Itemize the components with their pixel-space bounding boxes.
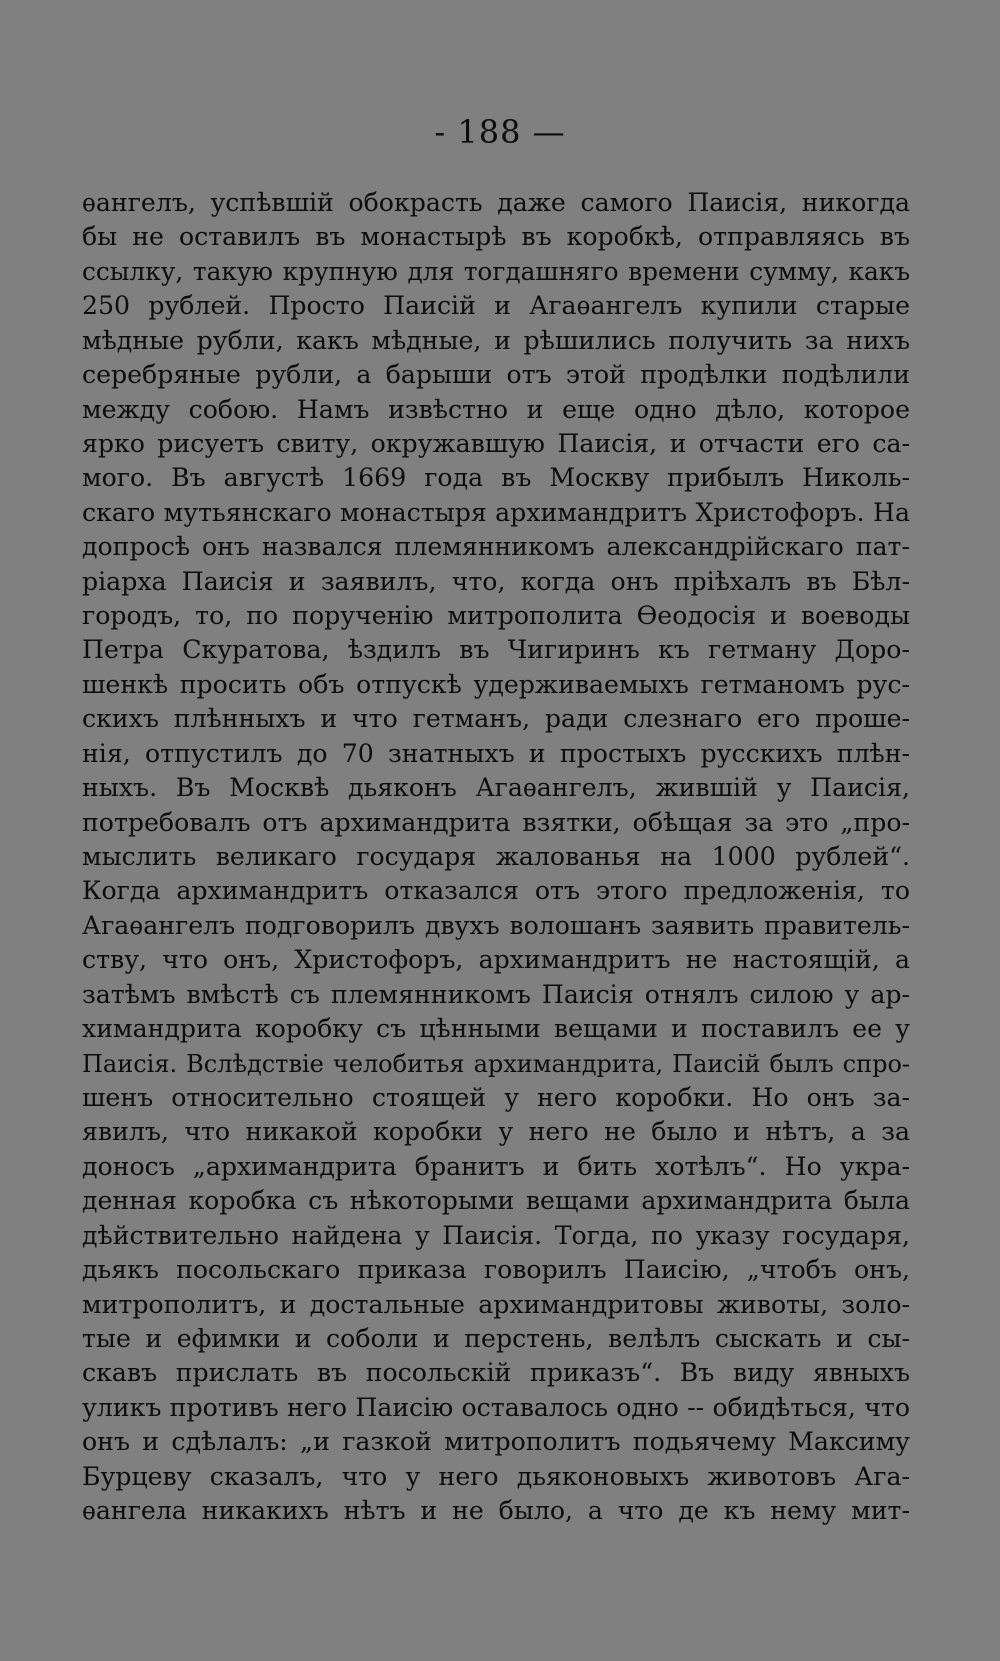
text-line: дьякъ посольскаго приказа говорилъ Паисію, „чтобъ онъ,: [82, 1255, 910, 1285]
text-line: ріарха Паисія и заявилъ, что, когда онъ пріѣхалъ въ Бѣл-: [82, 566, 910, 596]
text-line: ныхъ. Въ Москвѣ дьяконъ Агаѳангелъ, жившій у Паисія,: [82, 773, 910, 803]
text-line: Петра Скуратова, ѣздилъ въ Чигиринъ къ гетману Доро-: [82, 635, 910, 665]
text-line: скаго мутьянскаго монастыря архимандритъ Христофоръ. На: [82, 497, 910, 527]
text-line: между собою. Намъ извѣстно и еще одно дѣло, которое: [82, 394, 910, 424]
text-line: шенкѣ просить объ отпускѣ удерживаемыхъ гетманомъ рус-: [82, 669, 910, 699]
page-number: - 188 —: [434, 113, 566, 151]
text-line: скихъ плѣнныхъ и что гетманъ, ради слезнаго его проше-: [82, 704, 910, 734]
text-line: дѣйствительно найдена у Паисія. Тогда, по указу государя,: [82, 1220, 910, 1250]
text-line: серебряные рубли, а барыши отъ этой продѣлки подѣлили: [82, 360, 910, 390]
text-line: мѣдные рубли, какъ мѣдные, и рѣшились получить за нихъ: [82, 325, 910, 355]
text-line: доносъ „архимандрита бранитъ и бить хотѣлъ“. Но укра-: [82, 1151, 910, 1181]
text-line: нія, отпустилъ до 70 знатныхъ и простыхъ русскихъ плѣн-: [82, 738, 910, 768]
text-line: бы не оставилъ въ монастырѣ въ коробкѣ, отправляясь въ: [82, 222, 910, 252]
text-line: уликъ противъ него Паисію оставалось одно -- обидѣться, что: [82, 1392, 910, 1422]
text-line: скавъ прислать въ посольскій приказъ“. Въ виду явныхъ: [82, 1358, 910, 1388]
text-line: Когда архимандритъ отказался отъ этого предложенія, то: [82, 876, 910, 906]
text-line: явилъ, что никакой коробки у него не было и нѣтъ, а за: [82, 1117, 910, 1147]
text-line: 250 рублей. Просто Паисій и Агаѳангелъ купили старые: [82, 291, 910, 321]
text-line: ссылку, такую крупную для тогдашняго времени сумму, какъ: [82, 256, 910, 286]
text-line: ству, что онъ, Христофоръ, архимандритъ не настоящій, а: [82, 945, 910, 975]
text-line: ѳангела никакихъ нѣтъ и не было, а что де къ нему мит-: [82, 1496, 910, 1526]
text-line: Агаѳангелъ подговорилъ двухъ волошанъ заявить правитель-: [82, 910, 910, 940]
text-line: городъ, то, по порученію митрополита Ѳеодосія и воеводы: [82, 601, 910, 631]
body-text: [82, 186, 910, 1528]
text-line: ярко рисуетъ свиту, окружавшую Паисія, и отчасти его са-: [82, 428, 910, 458]
text-line: митрополитъ, и достальные архимандритовы животы, золо-: [82, 1289, 910, 1319]
text-line: тые и ефимки и соболи и перстень, велѣлъ сыскать и сы-: [82, 1323, 910, 1353]
text-line: денная коробка съ нѣкоторыми вещами архимандрита была: [82, 1186, 910, 1216]
text-line: допросѣ онъ назвался племянникомъ александрійскаго пат-: [82, 532, 910, 562]
text-line: шенъ относительно стоящей у него коробки. Но онъ за-: [82, 1082, 910, 1112]
text-line: Бурцеву сказалъ, что у него дьяконовыхъ животовъ Ага-: [82, 1461, 910, 1491]
text-line: Паисія. Вслѣдствіе челобитья архимандрита, Паисій былъ спро-: [82, 1049, 910, 1078]
text-line: мыслить великаго государя жалованья на 1000 рублей“.: [82, 842, 910, 872]
text-line: онъ и сдѣлалъ: „и газкой митрополитъ подьячему Максиму: [82, 1427, 910, 1457]
text-line: затѣмъ вмѣстѣ съ племянникомъ Паисія отнялъ силою у ар-: [82, 979, 910, 1009]
text-line: химандрита коробку съ цѣнными вещами и поставилъ ее у: [82, 1014, 910, 1044]
text-line: мого. Въ августѣ 1669 года въ Москву прибылъ Николь-: [82, 463, 910, 493]
text-line: ѳангелъ, успѣвшій обокрасть даже самого Паисія, никогда: [82, 188, 910, 217]
text-line: потребовалъ отъ архимандрита взятки, обѣщая за это „про-: [82, 807, 910, 837]
